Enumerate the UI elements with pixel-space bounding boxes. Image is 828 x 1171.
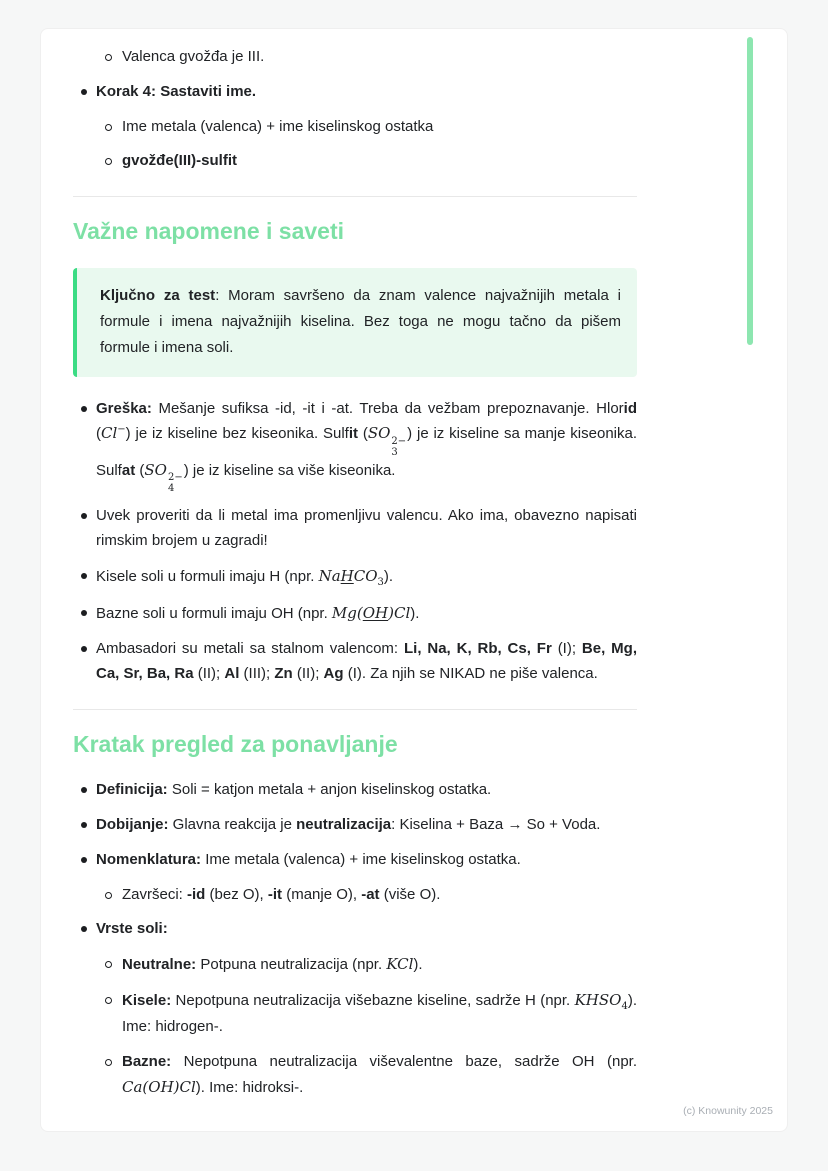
text-run: OH xyxy=(362,604,389,623)
circle-bullet-icon xyxy=(105,1059,112,1066)
list-item-text xyxy=(96,920,168,937)
text-run: Bazne: xyxy=(122,1053,172,1070)
list-item xyxy=(73,1050,637,1101)
text-run: Neutralne: xyxy=(122,956,197,973)
text-run: Kisele soli u formuli imaju H (npr. xyxy=(96,567,319,585)
text-run: Ag xyxy=(323,664,344,682)
circle-bullet-icon xyxy=(105,997,112,1004)
callout-text xyxy=(100,283,621,362)
text-run: (manje O), xyxy=(282,885,362,903)
text-run: Ime metala (valenca) + ime kiselinskog ostatka xyxy=(122,117,434,135)
text-run: Zn xyxy=(274,664,293,682)
text-run: Korak 4: Sastaviti ime. xyxy=(96,82,257,100)
list-item-text xyxy=(122,992,637,1036)
list-item-text xyxy=(96,640,637,682)
text-run: ) je iz kiseline bez kiseonika. Sulf xyxy=(125,425,349,443)
list-item-text xyxy=(122,118,433,135)
text-run: Li, Na, K, Rb, Cs, Fr xyxy=(403,640,552,657)
text-run: (bez O), xyxy=(205,885,268,903)
text-run: KCl xyxy=(386,955,414,973)
text-run: Ključno za test xyxy=(100,286,216,304)
circle-bullet-icon xyxy=(105,961,112,968)
list-item xyxy=(73,115,637,140)
footer-copyright: (c) Knowunity 2025 xyxy=(683,1105,773,1117)
text-run: Definicija: xyxy=(96,781,168,799)
text-run: ( xyxy=(358,425,368,443)
text-run: SO xyxy=(367,424,391,443)
disc-bullet-icon xyxy=(81,926,87,932)
list-item-text xyxy=(96,507,637,549)
math-superscript: − xyxy=(117,424,126,436)
text-run: )Cl xyxy=(388,604,411,623)
text-run: at xyxy=(121,461,136,479)
math-subscript: 4 xyxy=(621,1000,628,1012)
text-run: -it xyxy=(267,885,283,903)
text-run: Al xyxy=(224,664,240,682)
text-run: (I); xyxy=(551,640,582,657)
list-item xyxy=(73,883,637,908)
list-item xyxy=(73,988,637,1040)
circle-bullet-icon xyxy=(105,892,112,899)
list-item-text xyxy=(122,152,237,169)
text-run: Potpuna neutralizacija (npr. xyxy=(196,956,387,973)
math-subsup: 2− 3 xyxy=(391,435,407,458)
math-subscript: 3 xyxy=(377,576,384,588)
list-item-text xyxy=(96,83,256,100)
disc-bullet-icon xyxy=(81,513,87,519)
list-item-text xyxy=(122,886,440,903)
text-run: Uvek proveriti da li metal ima promenljivu valencu. Ako ima, obavezno napisati rimskim brojem u zagradi! xyxy=(96,507,637,549)
disc-bullet-icon xyxy=(81,610,87,616)
list-item xyxy=(73,952,637,978)
text-run: Be, Mg, Ca, Sr, Ba, Ra xyxy=(96,640,637,682)
text-run: (I). Za njih se NIKAD ne piše valenca. xyxy=(343,664,598,682)
text-run: ( xyxy=(135,461,145,479)
text-run: Dobijanje: xyxy=(96,816,169,833)
list-item-text xyxy=(96,399,638,495)
text-run: (III); xyxy=(239,664,275,682)
notes-list xyxy=(73,397,637,687)
text-run: Ime metala (valenca) + ime kiselinskog ostatka. xyxy=(201,850,521,868)
list-item xyxy=(73,80,637,105)
section-heading-notes: Važne napomene i saveti xyxy=(73,218,345,244)
list-item-text xyxy=(122,48,264,65)
disc-bullet-icon xyxy=(81,89,87,95)
text-run: Nepotpuna neutralizacija viševalentne baze, sadrže OH (npr. xyxy=(171,1053,637,1070)
section-divider xyxy=(73,196,637,197)
circle-bullet-icon xyxy=(105,158,112,165)
document-content xyxy=(73,29,637,1101)
text-run: Nepotpuna neutralizacija višebazne kiseline, sadrže H (npr. xyxy=(171,991,575,1009)
list-item xyxy=(73,564,637,592)
list-item-text xyxy=(96,605,419,622)
text-run: -id xyxy=(187,885,206,903)
text-run: ). Ime: hidrogen-. xyxy=(122,991,637,1036)
disc-bullet-icon xyxy=(81,646,87,652)
document-page xyxy=(40,28,788,1132)
disc-bullet-icon xyxy=(81,787,87,793)
text-run: Mg( xyxy=(331,604,363,623)
text-run: -at xyxy=(361,885,380,903)
list-item-text xyxy=(96,851,521,868)
list-item-text xyxy=(122,956,423,973)
circle-bullet-icon xyxy=(105,124,112,131)
math-subsup: 2− 4 xyxy=(167,472,183,495)
text-run: it xyxy=(348,425,359,443)
text-run: Vrste soli: xyxy=(96,920,168,938)
text-run: ). xyxy=(413,956,423,973)
list-item xyxy=(73,637,637,687)
text-run: Greška: xyxy=(96,399,152,417)
key-callout xyxy=(73,268,637,377)
disc-bullet-icon xyxy=(81,857,87,863)
list-item-text xyxy=(96,566,394,588)
text-run: Valenca gvožđa je III. xyxy=(122,48,265,65)
text-run: Glavna reakcija je xyxy=(168,816,297,833)
list-item xyxy=(73,813,637,838)
text-run: ). xyxy=(410,605,420,623)
list-item-text xyxy=(96,816,600,833)
text-run: ) je iz kiseline sa manje kiseonika. Sulf xyxy=(96,425,638,479)
text-run: Mešanje sufiksa -id, -it i -at. Treba da vežbam prepoznavanje. Hlor xyxy=(151,399,624,417)
text-run: : Kiselina + Baza → So + Voda. xyxy=(391,816,601,833)
list-item xyxy=(73,45,637,70)
circle-bullet-icon xyxy=(105,54,112,61)
disc-bullet-icon xyxy=(81,406,87,412)
section-divider xyxy=(73,709,637,710)
text-run: Soli = katjon metala + anjon kiselinskog ostatka. xyxy=(167,781,492,799)
text-run: Nomenklatura: xyxy=(96,850,202,868)
list-item xyxy=(73,848,637,873)
list-item xyxy=(73,917,637,942)
text-run: SO xyxy=(144,460,167,479)
text-run: KHSO xyxy=(574,990,622,1009)
list-item xyxy=(73,397,637,495)
text-run: ( xyxy=(96,425,101,443)
text-run: Završeci: xyxy=(122,885,188,903)
text-run: (više O). xyxy=(379,885,441,903)
list-item-text xyxy=(96,781,491,798)
text-run: id xyxy=(623,399,637,417)
text-run: CO xyxy=(353,566,378,585)
summary-list xyxy=(73,778,637,1100)
disc-bullet-icon xyxy=(81,573,87,579)
text-run: ) je iz kiseline sa više kiseonika. xyxy=(183,461,396,479)
text-run: Ambasadori su metali sa stalnom valencom: xyxy=(96,640,404,657)
intro-list xyxy=(73,45,637,174)
text-run: (II); xyxy=(193,664,225,682)
list-item xyxy=(73,149,637,174)
list-item xyxy=(73,778,637,803)
disc-bullet-icon xyxy=(81,822,87,828)
scrollbar-thumb[interactable] xyxy=(747,37,753,345)
text-run: Ca(OH)Cl xyxy=(122,1077,196,1096)
section-heading-summary: Kratak pregled za ponavljanje xyxy=(73,730,398,757)
text-run: ). xyxy=(383,567,394,585)
text-run: neutralizacija xyxy=(296,816,392,833)
list-item xyxy=(73,504,637,554)
text-run: H xyxy=(340,566,354,585)
text-run: Kisele: xyxy=(122,991,172,1009)
text-run: : Moram savršeno da znam valence najvažnijih metala i formule i imena najvažnijih kiselina. Bez toga ne mogu tačno da pišem formule i imena soli. xyxy=(100,286,621,357)
text-run: Cl xyxy=(101,424,118,443)
text-run: gvožđe(III)-sulfit xyxy=(122,152,237,170)
text-run: Bazne soli u formuli imaju OH (npr. xyxy=(96,605,332,623)
text-run: ). Ime: hidroksi-. xyxy=(195,1078,304,1096)
text-run: Na xyxy=(318,566,341,585)
text-run: (II); xyxy=(292,664,324,682)
list-item-text xyxy=(122,1053,637,1096)
list-item xyxy=(73,601,637,627)
